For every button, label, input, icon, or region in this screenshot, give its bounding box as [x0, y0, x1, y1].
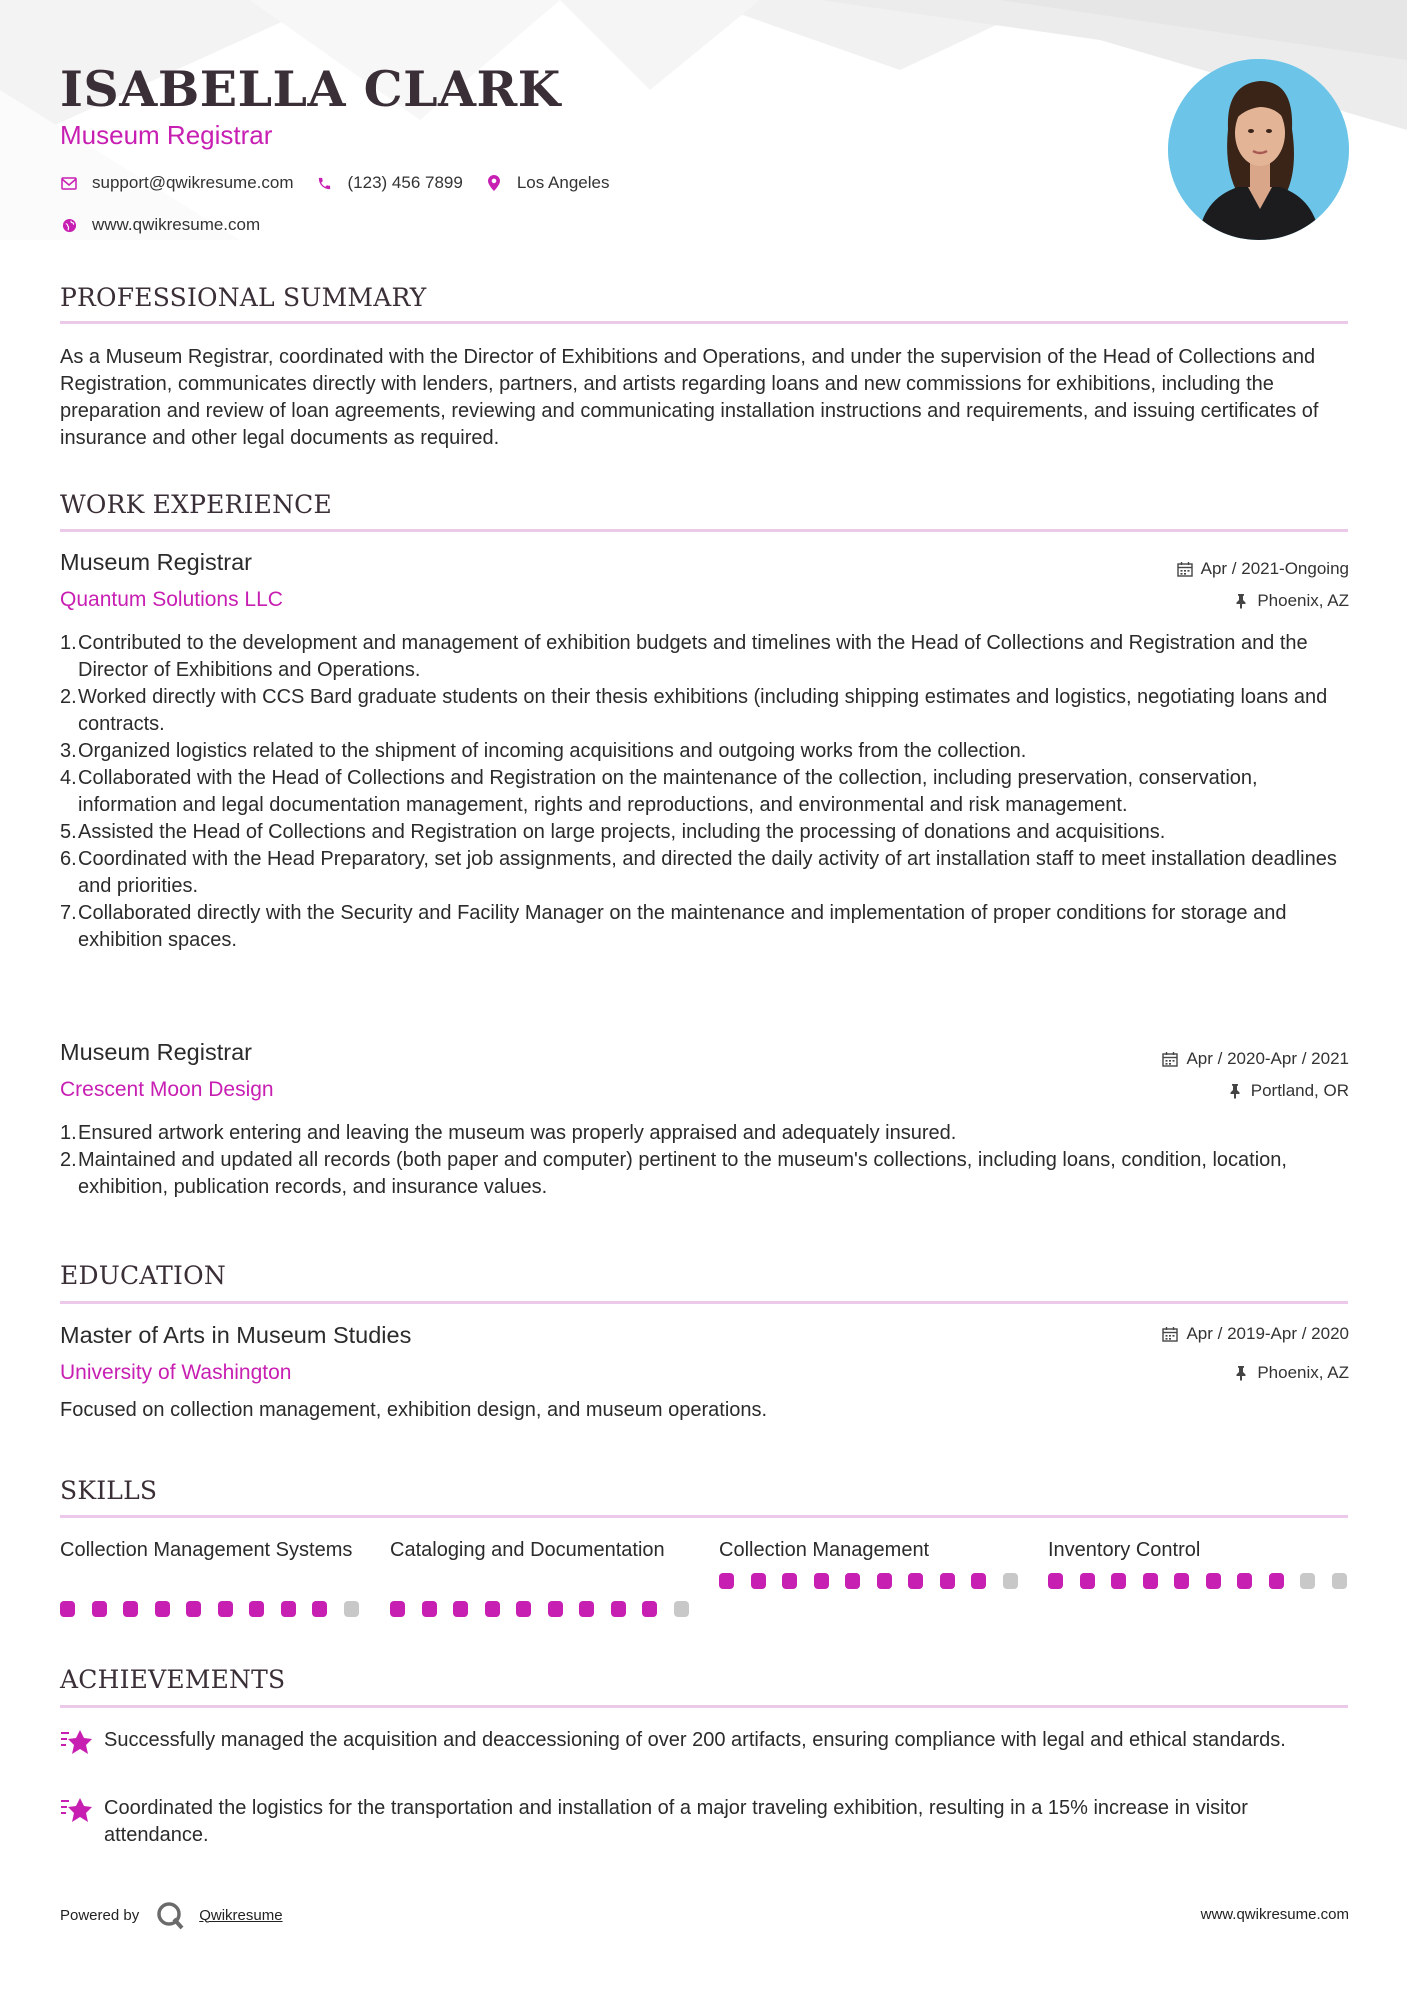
skill-dot-filled: [92, 1601, 107, 1617]
skill-dot-filled: [1080, 1573, 1095, 1589]
contact-email-text: support@qwikresume.com: [92, 173, 294, 192]
skill-dot-filled: [971, 1573, 986, 1589]
skill-dot-filled: [908, 1573, 923, 1589]
skill-rating: [719, 1573, 1034, 1589]
education-heading: EDUCATION: [60, 1261, 226, 1290]
skill-dot-filled: [1174, 1573, 1189, 1589]
list-item: 2. Maintained and updated all records (both paper and computer) pertinent to the museum's collections, including loans, condition, location, exhibition, publication records, and insurance values.: [60, 1149, 1287, 1198]
skill-dot-filled: [1237, 1573, 1252, 1589]
contact-email[interactable]: [60, 173, 294, 193]
contact-phone-text: (123) 456 7899: [347, 173, 463, 192]
skill-dot-filled: [814, 1573, 829, 1589]
job-location: [1227, 1081, 1349, 1101]
job-date-text: Apr / 2020-Apr / 2021: [1186, 1049, 1349, 1068]
list-item: 6. Coordinated with the Head Preparatory, set job assignments, and directed the daily activity of art installation staff to meet installation deadlines and priorities.: [60, 848, 1337, 897]
footer-powered-by: [60, 1900, 283, 1930]
skill-dot-filled: [249, 1601, 264, 1617]
job-company: Crescent Moon Design: [60, 1078, 274, 1101]
skill-dot-filled: [940, 1573, 955, 1589]
list-item-text: Contributed to the development and management of exhibition budgets and timelines with the Head of Collections and Registration and the Director of Exhibitions and Operations.: [78, 632, 1308, 681]
contact-row-secondary: [60, 215, 282, 235]
achievement-item: [60, 1795, 1350, 1849]
list-item-text: Coordinated with the Head Preparatory, set job assignments, and directed the daily activity of art installation staff to meet installation deadlines and priorities.: [78, 848, 1337, 897]
skill-dot-filled: [1269, 1573, 1284, 1589]
skill-dot-filled: [611, 1601, 626, 1617]
list-item: 1. Contributed to the development and management of exhibition budgets and timelines with the Head of Collections and Registration and the Director of Exhibitions and Operations.: [60, 632, 1308, 681]
calendar-icon: [1177, 561, 1193, 577]
phone-icon: [316, 174, 334, 192]
skills-heading: SKILLS: [60, 1476, 158, 1505]
skill-dot-filled: [642, 1601, 657, 1617]
achievement-text: Coordinated the logistics for the transportation and installation of a major traveling exhibition, resulting in a 15% increase in visitor attendance.: [104, 1797, 1248, 1846]
skill-name: Inventory Control: [1048, 1539, 1201, 1561]
skills-divider: [60, 1515, 1348, 1518]
skill-dot-filled: [123, 1601, 138, 1617]
contact-location: [485, 173, 610, 193]
profile-photo: [1168, 59, 1349, 240]
star-award-icon: [60, 1795, 94, 1825]
contact-location-text: Los Angeles: [516, 173, 610, 192]
skill-dot-filled: [579, 1601, 594, 1617]
skill-dot-filled: [453, 1601, 468, 1617]
list-item-text: Collaborated directly with the Security and Facility Manager on the maintenance and implementation of proper conditions for storage and exhibition spaces.: [78, 902, 1287, 951]
skill-dot-filled: [155, 1601, 170, 1617]
skill-dot-filled: [1206, 1573, 1221, 1589]
skill-item: [1048, 1537, 1348, 1564]
skill-dot-filled: [1143, 1573, 1158, 1589]
powered-by-label: Powered by: [60, 1906, 140, 1924]
qwikresume-logo-icon: [155, 1900, 185, 1930]
envelope-icon: [60, 174, 78, 192]
education-location: [1233, 1363, 1349, 1383]
education-description: Focused on collection management, exhibition design, and museum operations.: [60, 1399, 768, 1421]
list-item: 2. Worked directly with CCS Bard graduate students on their thesis exhibitions (including shipping estimates and logistics, negotiating loans and contracts.: [60, 686, 1328, 735]
skill-dot-empty: [674, 1601, 689, 1617]
list-item: 4. Collaborated with the Head of Collections and Registration on the maintenance of the collection, including preservation, conservation, information and legal documentation management, rights and reproductions, and environmental and risk management.: [60, 767, 1258, 816]
skill-name: Cataloging and Documentation: [390, 1539, 665, 1561]
qwikresume-link[interactable]: Qwikresume: [199, 1906, 283, 1924]
education-date: [1162, 1324, 1349, 1344]
job-location-text: Phoenix, AZ: [1257, 591, 1349, 610]
degree-title: Master of Arts in Museum Studies: [60, 1322, 412, 1348]
candidate-title: Museum Registrar: [60, 120, 273, 150]
job-bullets: [60, 630, 1352, 954]
skill-dot-filled: [719, 1573, 734, 1589]
contact-website[interactable]: [60, 215, 260, 235]
contact-row-primary: [60, 173, 631, 193]
skill-dot-filled: [1048, 1573, 1063, 1589]
achievements-heading: ACHIEVEMENTS: [60, 1665, 286, 1694]
skill-rating: [1048, 1573, 1363, 1589]
skill-rating: [390, 1601, 705, 1617]
education-location-text: Phoenix, AZ: [1257, 1363, 1349, 1382]
skill-rating: [60, 1601, 375, 1617]
star-award-icon: [60, 1727, 94, 1757]
candidate-name: ISABELLA CLARK: [60, 60, 561, 118]
list-item-text: Organized logistics related to the shipment of incoming acquisitions and outgoing works from the collection.: [78, 740, 1027, 762]
contact-phone[interactable]: [316, 173, 463, 193]
skill-dot-filled: [390, 1601, 405, 1617]
skill-dot-filled: [186, 1601, 201, 1617]
skill-name: Collection Management Systems: [60, 1539, 353, 1561]
globe-icon: [60, 216, 78, 234]
achievements-divider: [60, 1705, 1348, 1708]
pushpin-icon: [1233, 593, 1249, 609]
skill-item: [60, 1537, 360, 1564]
list-item-text: Worked directly with CCS Bard graduate students on their thesis exhibitions (including shipping estimates and logistics, negotiating loans and contracts.: [78, 686, 1328, 735]
job-title: Museum Registrar: [60, 1039, 252, 1065]
list-item: 5. Assisted the Head of Collections and Registration on large projects, including the processing of donations and acquisitions.: [60, 821, 1166, 843]
achievement-text: Successfully managed the acquisition and deaccessioning of over 200 artifacts, ensuring compliance with legal and ethical standards.: [104, 1729, 1286, 1751]
education-divider: [60, 1301, 1348, 1304]
skill-dot-filled: [60, 1601, 75, 1617]
footer-website[interactable]: www.qwikresume.com: [1200, 1906, 1349, 1923]
calendar-icon: [1162, 1326, 1178, 1342]
skill-dot-empty: [1003, 1573, 1018, 1589]
skill-item: [390, 1537, 690, 1564]
experience-divider: [60, 529, 1348, 532]
skill-dot-filled: [845, 1573, 860, 1589]
skill-dot-empty: [1300, 1573, 1315, 1589]
summary-divider: [60, 321, 1348, 324]
contact-website-text: www.qwikresume.com: [92, 215, 261, 234]
pushpin-icon: [1227, 1083, 1243, 1099]
school-name: University of Washington: [60, 1361, 292, 1384]
job-company: Quantum Solutions LLC: [60, 588, 283, 611]
job-date: [1162, 1049, 1349, 1069]
skill-dot-filled: [782, 1573, 797, 1589]
list-item: 7. Collaborated directly with the Security and Facility Manager on the maintenance and implementation of proper conditions for storage and exhibition spaces.: [60, 902, 1287, 951]
skill-name: Collection Management: [719, 1539, 930, 1561]
calendar-icon: [1162, 1051, 1178, 1067]
skill-dot-filled: [516, 1601, 531, 1617]
achievement-item: [60, 1727, 1350, 1757]
summary-text: As a Museum Registrar, coordinated with the Director of Exhibitions and Operations, and under the supervision of the Head of Collections and Registration, communicates directly with lenders, partners, and artists regarding loans and new commissions for exhibitions, including the preparation and review of loan agreements, reviewing and communicating installation instructions and requirements, and issuing certificates of insurance and other legal documents as required.: [60, 346, 1319, 449]
job-date: [1177, 559, 1349, 579]
list-item: 1. Ensured artwork entering and leaving the museum was properly appraised and adequately insured.: [60, 1122, 957, 1144]
skill-dot-filled: [281, 1601, 296, 1617]
pushpin-icon: [1233, 1365, 1249, 1381]
list-item-text: Maintained and updated all records (both paper and computer) pertinent to the museum's collections, including loans, condition, location, exhibition, publication records, and insurance values.: [78, 1149, 1287, 1198]
skill-dot-empty: [344, 1601, 359, 1617]
skill-dot-filled: [485, 1601, 500, 1617]
list-item-text: Assisted the Head of Collections and Registration on large projects, including the processing of donations and acquisitions.: [78, 821, 1166, 843]
map-pin-icon: [485, 174, 503, 192]
job-date-text: Apr / 2021-Ongoing: [1200, 559, 1349, 578]
list-item: 3. Organized logistics related to the shipment of incoming acquisitions and outgoing works from the collection.: [60, 740, 1027, 762]
skill-dot-filled: [548, 1601, 563, 1617]
job-location: [1233, 591, 1349, 611]
summary-heading: PROFESSIONAL SUMMARY: [60, 283, 427, 312]
skill-item: [719, 1537, 1019, 1564]
skill-dot-filled: [1111, 1573, 1126, 1589]
job-bullets: [60, 1120, 1352, 1201]
list-item-text: Ensured artwork entering and leaving the museum was properly appraised and adequately insured.: [78, 1122, 957, 1144]
skill-dot-filled: [751, 1573, 766, 1589]
skill-dot-filled: [422, 1601, 437, 1617]
skill-dot-filled: [218, 1601, 233, 1617]
skill-dot-filled: [312, 1601, 327, 1617]
skill-dot-empty: [1332, 1573, 1347, 1589]
education-date-text: Apr / 2019-Apr / 2020: [1186, 1324, 1349, 1343]
skill-dot-filled: [877, 1573, 892, 1589]
experience-heading: WORK EXPERIENCE: [60, 490, 332, 519]
job-location-text: Portland, OR: [1250, 1081, 1349, 1100]
job-title: Museum Registrar: [60, 549, 252, 575]
list-item-text: Collaborated with the Head of Collections and Registration on the maintenance of the collection, including preservation, conservation, information and legal documentation management, rights and reproductions, and environmental and risk management.: [78, 767, 1258, 816]
